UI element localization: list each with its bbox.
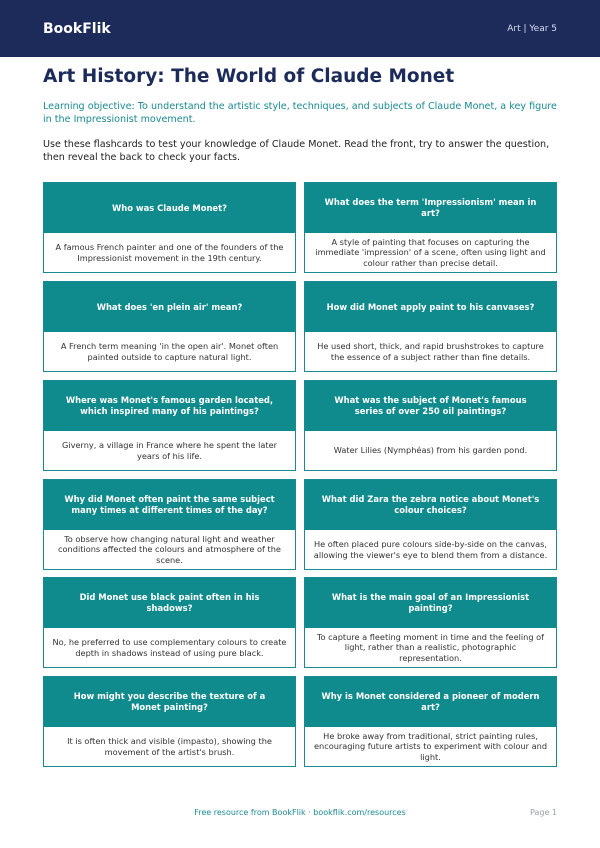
flashcard-answer: He broke away from traditional, strict painting rules, encouraging future artists to experiment with colour and light. (313, 730, 548, 762)
flashcard[interactable] (43, 479, 296, 570)
flashcard[interactable] (304, 479, 557, 570)
flashcard-question: What is the main goal of an Impressionist painting? (305, 578, 556, 628)
flashcard-answer: He often placed pure colours side-by-side on the canvas, allowing the viewer's eye to blend them from a distance. (313, 539, 548, 560)
flashcard[interactable] (43, 380, 296, 471)
subject-year-label: Art | Year 5 (507, 23, 557, 34)
flashcard-answer: He used short, thick, and rapid brushstrokes to capture the essence of a subject rather than fine details. (317, 341, 544, 362)
brand-logo-text[interactable]: BookFlik (43, 20, 111, 37)
flashcard[interactable] (43, 182, 296, 273)
flashcard-question: How did Monet apply paint to his canvases? (305, 282, 556, 332)
flashcard-answer: Water Lilies (Nymphéas) from his garden pond. (333, 445, 528, 456)
page-title: Art History: The World of Claude Monet (43, 66, 455, 87)
flashcard-question: Who was Claude Monet? (44, 183, 295, 233)
flashcard[interactable] (43, 577, 296, 668)
flashcard-answer: To capture a fleeting moment in time and the feeling of light, rather than a realistic, photographic representation. (316, 631, 545, 663)
flashcard-question: What did Zara the zebra notice about Monet's colour choices? (305, 480, 556, 530)
flashcard-question: How might you describe the texture of a Monet painting? (44, 677, 295, 727)
top-banner (0, 0, 600, 57)
flashcard[interactable] (304, 577, 557, 668)
learning-objective: Learning objective: To understand the artistic style, techniques, and subjects of Claude Monet, a key figure in the Impressionist movement. (43, 101, 557, 125)
flashcard-question: Did Monet use black paint often in his shadows? (44, 578, 295, 628)
flashcard-question: What does 'en plein air' mean? (44, 282, 295, 332)
flashcard-answer: A French term meaning 'in the open air'. Monet often painted outside to capture natural light. (60, 341, 279, 362)
flashcard-answer: To observe how changing natural light and weather conditions affected the colours and atmosphere of the scene. (58, 533, 281, 565)
footer-resource-link[interactable]: Free resource from BookFlik · bookflik.com/resources (194, 808, 406, 817)
flashcard-answer: No, he preferred to use complementary colours to create depth in shadows instead of using pure black. (52, 637, 287, 658)
flashcard[interactable] (304, 182, 557, 273)
flashcard-question: Why is Monet considered a pioneer of modern art? (305, 677, 556, 727)
flashcard-answer: A famous French painter and one of the founders of the Impressionist movement in the 19th century. (55, 242, 284, 263)
flashcard-answer: A style of painting that focuses on capturing the immediate 'impression' of a scene, often using light and colour rather than precise detail. (315, 236, 546, 268)
flashcard-question: What was the subject of Monet's famous series of over 250 oil paintings? (305, 381, 556, 431)
flashcard-question: What does the term 'Impressionism' mean in art? (305, 183, 556, 233)
flashcard[interactable] (43, 676, 296, 767)
flashcard-question: Why did Monet often paint the same subject many times at different times of the day? (44, 480, 295, 530)
flashcard-answer: Giverny, a village in France where he spent the later years of his life. (61, 440, 278, 461)
flashcard[interactable] (304, 380, 557, 471)
flashcard[interactable] (43, 281, 296, 372)
intro-text: Use these flashcards to test your knowledge of Claude Monet. Read the front, try to answer the question, then reveal the back to check your facts. (43, 139, 550, 163)
page-number: Page 1 (530, 808, 557, 817)
flashcard[interactable] (304, 676, 557, 767)
flashcard-answer: It is often thick and visible (impasto), showing the movement of the artist's brush. (67, 736, 272, 757)
flashcard[interactable] (304, 281, 557, 372)
flashcard-question: Where was Monet's famous garden located, which inspired many of his paintings? (44, 381, 295, 431)
